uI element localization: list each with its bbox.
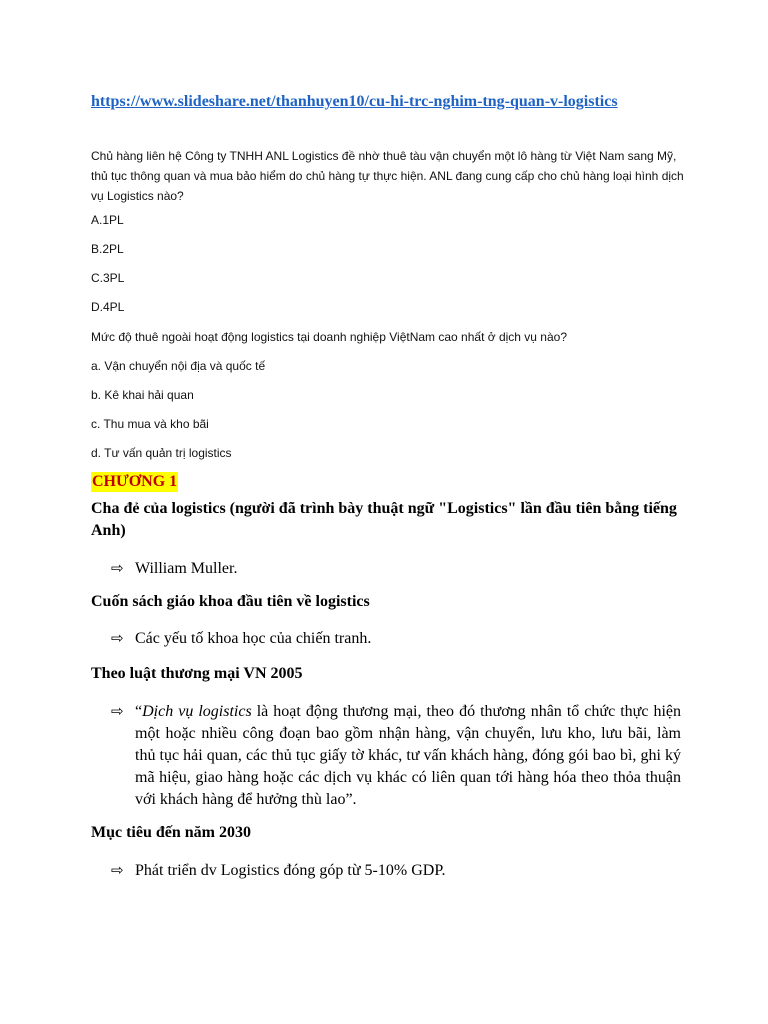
section-heading-goal: Mục tiêu đến năm 2030 <box>91 824 251 841</box>
arrow-right-outline-icon: ⇨ <box>111 863 124 879</box>
section-heading-father: Cha đẻ của logistics (người đã trình bày thuật ngữ "Logistics" lần đầu tiên bằng tiếng Anh) <box>91 500 677 539</box>
option-2c: c. Thu mua và kho bãi <box>91 417 209 431</box>
arrow-right-outline-icon: ⇨ <box>111 561 124 577</box>
option-2b: b. Kê khai hải quan <box>91 388 194 402</box>
section-heading-law: Theo luật thương mại VN 2005 <box>91 665 303 682</box>
answer-father <box>111 558 237 580</box>
italic-term: Dịch vụ logistics <box>142 703 252 720</box>
chapter-heading: CHƯƠNG 1 <box>92 473 178 490</box>
slideshare-link[interactable]: https://www.slideshare.net/thanhuyen10/cu-hi-trc-nghim-tng-quan-v-logistics <box>91 93 618 110</box>
section-heading-textbook: Cuốn sách giáo khoa đầu tiên về logistics <box>91 593 370 610</box>
law-definition <box>135 701 681 811</box>
answer-text: Các yếu tố khoa học của chiến tranh. <box>135 630 372 647</box>
answer-text: Phát triển dv Logistics đóng góp từ 5-10% GDP. <box>135 862 446 879</box>
question-2: Mức độ thuê ngoài hoạt động logistics tại doanh nghiệp ViệtNam cao nhất ở dịch vụ nào? <box>91 330 567 344</box>
question-1: Chủ hàng liên hệ Công ty TNHH ANL Logistics đề nhờ thuê tàu vận chuyển một lô hàng từ Việt Nam sang Mỹ, thủ tục thông quan và mua bảo hiểm do chủ hàng tự thực hiện. ANL đang cung cấp cho chủ hàng loại hình dịch vụ Logistics nào? <box>91 149 684 203</box>
option-c: C.3PL <box>91 271 125 285</box>
answer-textbook <box>111 628 371 650</box>
definition-rest: là hoạt động thương mại, theo đó thương nhân tổ chức thực hiện một hoặc nhiều công đoạn bao gồm nhận hàng, vận chuyển, lưu kho, lưu bãi, làm thủ tục hải quan, các thủ tục giấy tờ khác, tư vấn khách hàng, đóng gói bao bì, ghi ký mã hiệu, giao hàng hoặc các dịch vụ khác có liên quan tới hàng hóa theo thỏa thuận với khách hàng để hưởng thù lao”. <box>135 703 681 808</box>
arrow-right-outline-icon: ⇨ <box>111 631 124 647</box>
answer-text: William Muller. <box>135 560 238 577</box>
option-b: B.2PL <box>91 242 124 256</box>
answer-law <box>111 701 681 811</box>
option-2a: a. Vận chuyển nội địa và quốc tế <box>91 359 266 373</box>
answer-goal <box>111 860 445 882</box>
open-quote: “ <box>135 703 143 720</box>
option-d: D.4PL <box>91 300 125 314</box>
option-2d: d. Tư vấn quản trị logistics <box>91 446 232 460</box>
arrow-right-outline-icon: ⇨ <box>111 704 124 720</box>
option-a: A.1PL <box>91 213 124 227</box>
